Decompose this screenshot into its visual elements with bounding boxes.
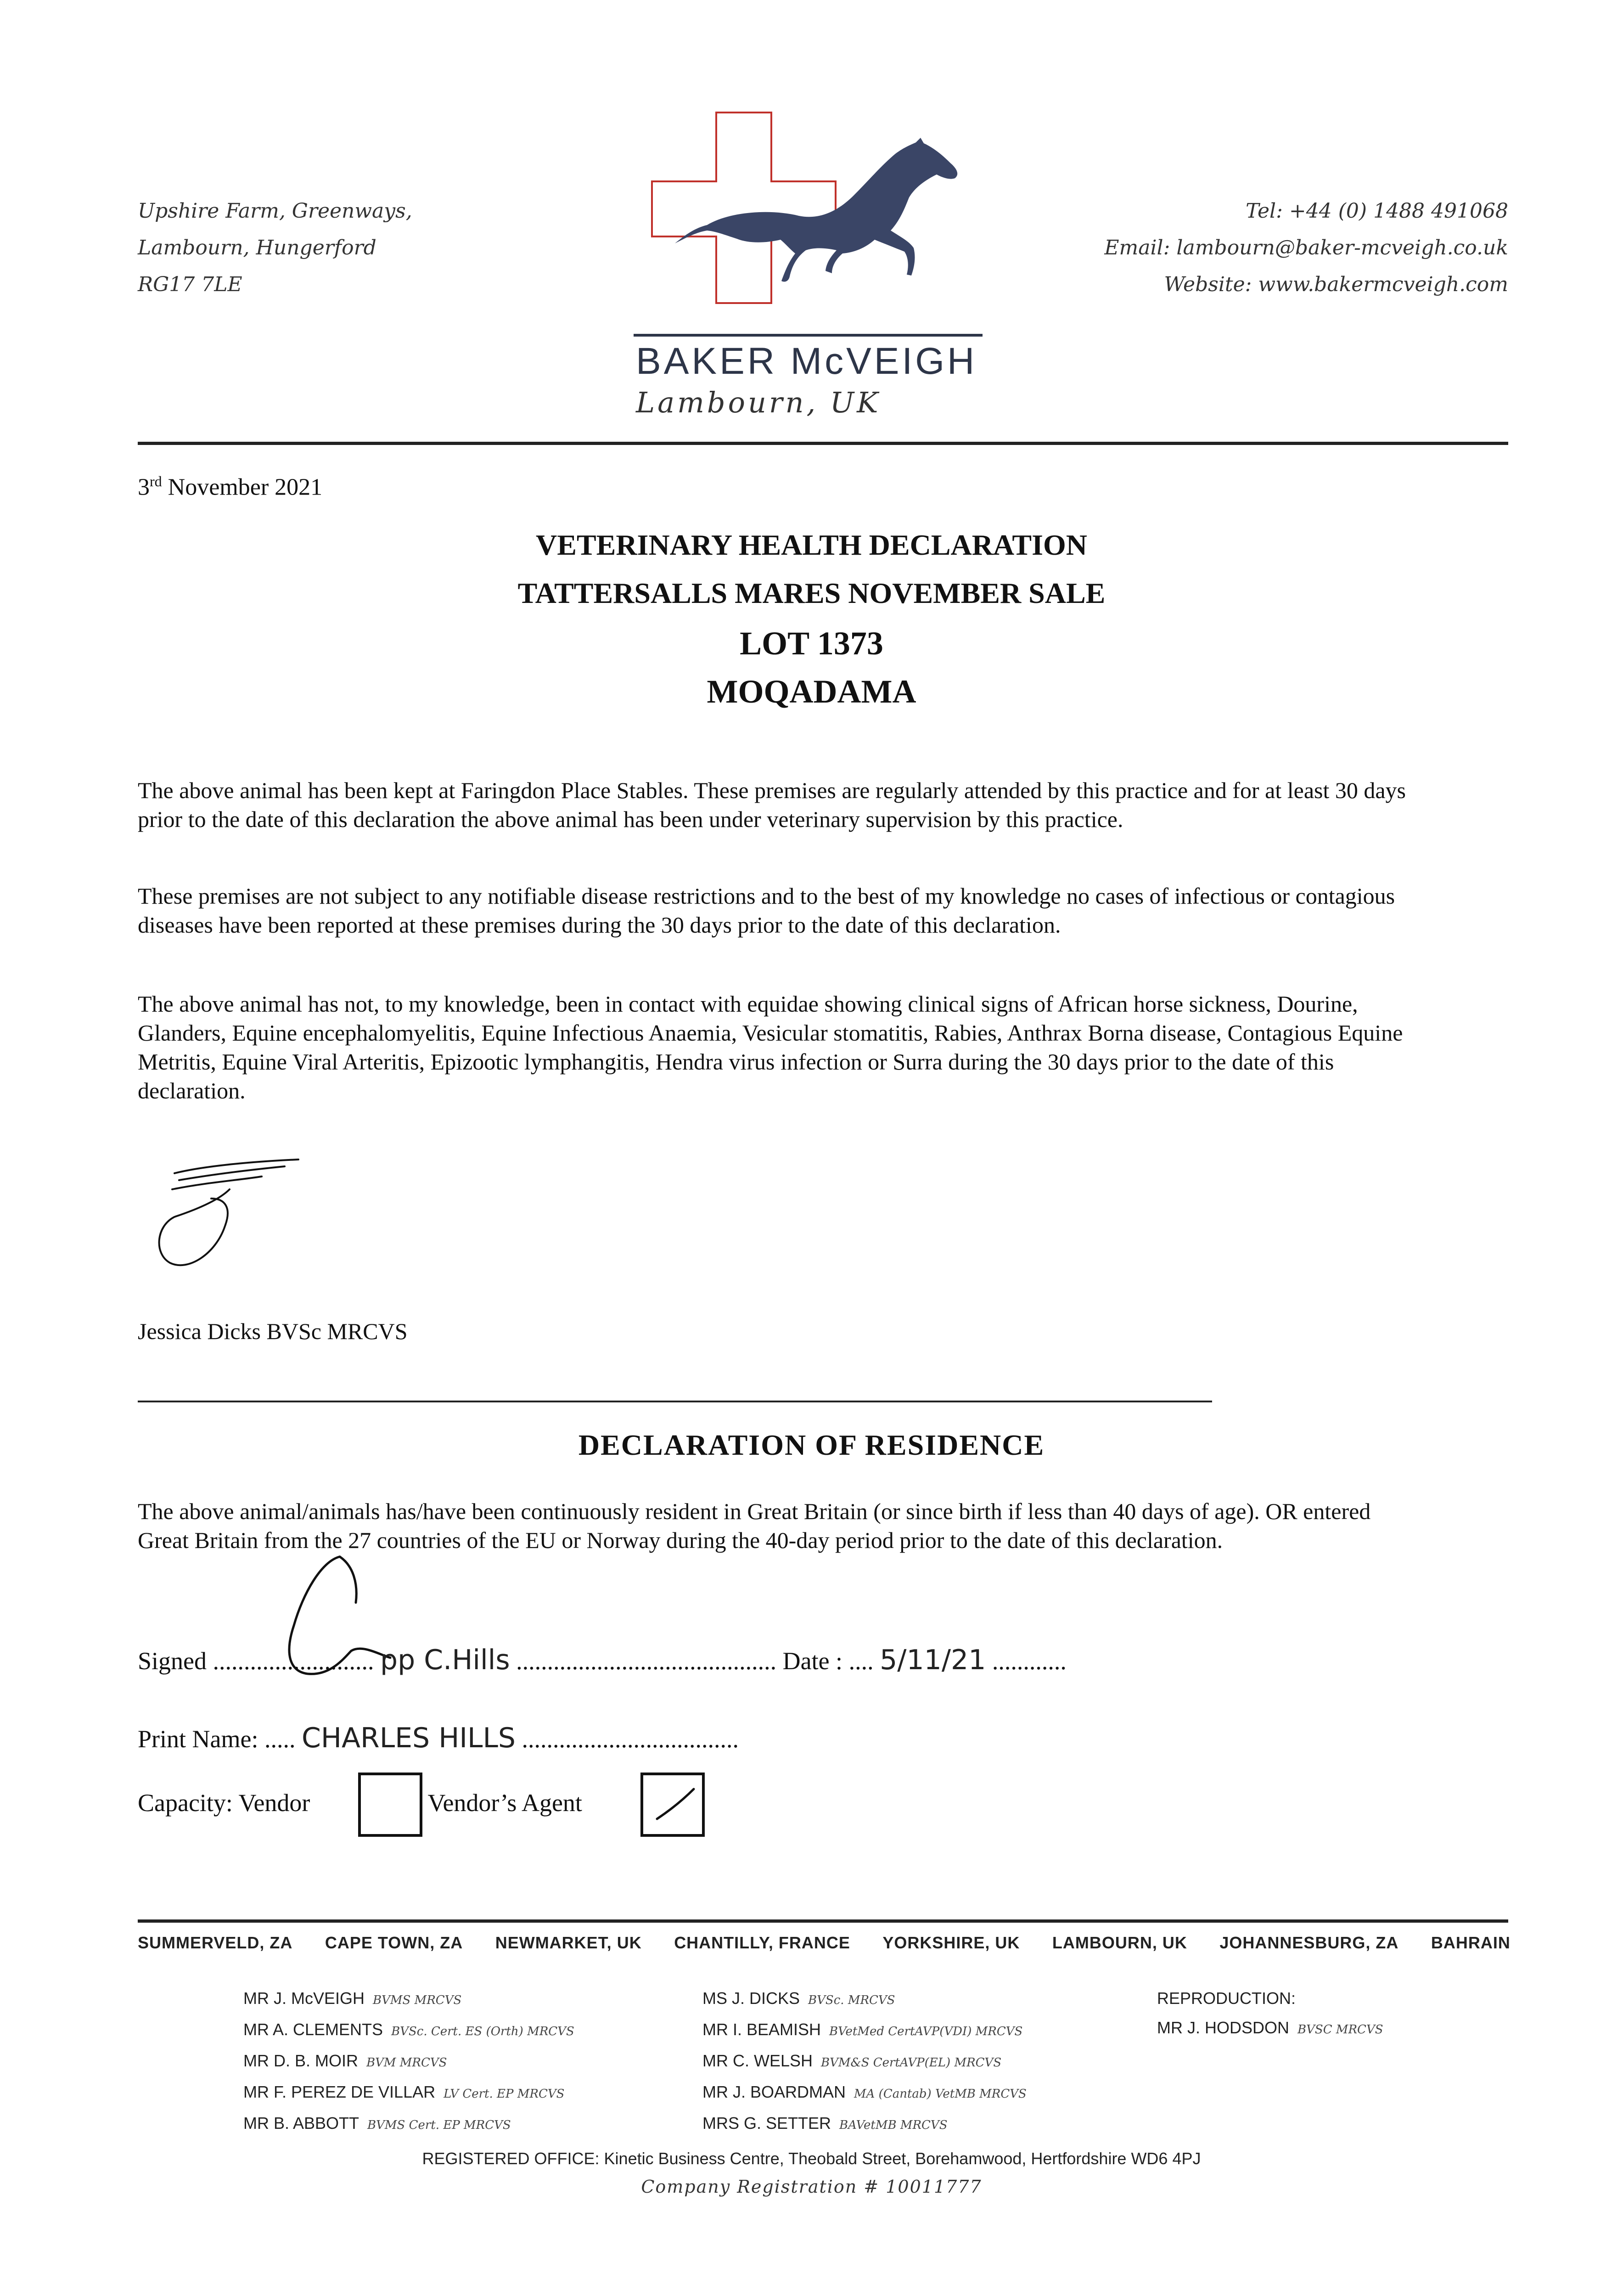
staff-quals: BVM MRCVS <box>366 2056 447 2070</box>
capacity-vendor-label: Capacity: Vendor <box>138 1789 310 1817</box>
office-location: BAHRAIN <box>1431 1933 1511 1952</box>
staff-entry <box>243 2109 574 2140</box>
staff-name: MR I. BEAMISH <box>702 2020 821 2039</box>
horse-name: MOQADAMA <box>707 673 916 710</box>
office-location: CAPE TOWN, ZA <box>325 1933 463 1952</box>
date-value: 5/11/21 <box>880 1644 986 1676</box>
date-rest: November 2021 <box>168 474 323 501</box>
staff-name: MRS G. SETTER <box>702 2114 831 2133</box>
office-location: CHANTILLY, FRANCE <box>674 1933 850 1952</box>
date-suffix: rd <box>150 473 162 490</box>
vendors-agent-label: Vendor’s Agent <box>427 1789 582 1817</box>
header-divider <box>138 442 1508 445</box>
staff-entry <box>702 2046 1027 2077</box>
section-divider <box>138 1401 1212 1402</box>
residence-paragraph: The above animal/animals has/have been continuously resident in Great Britain (or since birth if less than 40 days of age). OR entered Great Britain from the 27 countries of the EU or Norway during the 40-day period prior to the date of this declaration. <box>138 1498 1371 1553</box>
staff-name: MR F. PEREZ DE VILLAR <box>243 2082 436 2101</box>
staff-name: MR J. HODSDON <box>1157 2018 1289 2037</box>
office-location: JOHANNESBURG, ZA <box>1219 1933 1399 1952</box>
staff-quals: BVSC MRCVS <box>1297 2023 1383 2037</box>
staff-name: MR C. WELSH <box>702 2051 813 2070</box>
address-line: RG17 7LE <box>138 273 242 296</box>
staff-quals: BVSc. Cert. ES (Orth) MRCVS <box>391 2025 574 2038</box>
staff-entry <box>702 2077 1027 2109</box>
signed-row: Signed .......................... pp C.Hills .......................................... Date : .... 5/11/21 ............ <box>138 1644 1067 1676</box>
staff-entry <box>243 2046 574 2077</box>
vendors-agent-checkbox[interactable] <box>640 1773 705 1837</box>
address-line: Upshire Farm, Greenways, <box>138 199 412 223</box>
footer-divider <box>138 1919 1508 1923</box>
signed-label: Signed <box>138 1647 207 1675</box>
print-name-value: CHARLES HILLS <box>301 1722 516 1754</box>
staff-entry <box>702 2015 1027 2046</box>
staff-entry <box>243 2077 574 2109</box>
print-name-label: Print Name: <box>138 1725 258 1753</box>
office-location: NEWMARKET, UK <box>495 1933 642 1952</box>
reproduction-heading: REPRODUCTION: <box>1157 1989 1296 2008</box>
registered-office: REGISTERED OFFICE: Kinetic Business Centre, Theobald Street, Borehamwood, Hertfordshire WD6 4PJ <box>422 2149 1201 2168</box>
lot-number: LOT 1373 <box>740 625 883 662</box>
email-line: Email: lambourn@baker-mcveigh.co.uk <box>1104 236 1508 259</box>
vendor-checkbox[interactable] <box>358 1773 422 1837</box>
staff-entry <box>702 1984 1027 2015</box>
company-registration: Company Registration # 10011777 <box>641 2177 982 2197</box>
cross-and-horse-logo <box>634 110 983 340</box>
check-mark-icon <box>643 1775 702 1834</box>
staff-name: MR B. ABBOTT <box>243 2114 359 2133</box>
date-label: Date : <box>782 1647 843 1675</box>
premises-paragraph: The above animal has been kept at Faringdon Place Stables. These premises are regularly attended by this practice and for at least 30 days prior to the date of this declaration the above animal has been under veterinary supervision by this practice. <box>138 777 1406 832</box>
staff-quals: BVMS Cert. EP MRCVS <box>367 2118 511 2132</box>
website-line: Website: www.bakermcveigh.com <box>1164 273 1508 296</box>
staff-entry <box>243 2015 574 2046</box>
print-name-row: Print Name: ..... CHARLES HILLS ................................... <box>138 1722 739 1754</box>
staff-entry <box>1157 2013 1383 2044</box>
staff-quals: BAVetMB MRCVS <box>839 2118 948 2132</box>
staff-column <box>702 1984 1027 2140</box>
company-contact <box>1104 193 1508 303</box>
staff-quals: BVSc. MRCVS <box>808 1993 895 2007</box>
staff-quals: MA (Cantab) VetMB MRCVS <box>854 2087 1027 2101</box>
office-location: SUMMERVELD, ZA <box>138 1933 293 1952</box>
brand-location: Lambourn, UK <box>636 386 881 419</box>
sale-title: TATTERSALLS MARES NOVEMBER SALE <box>517 577 1106 609</box>
staff-entry <box>243 1984 574 2015</box>
staff-column <box>1157 1984 1383 2044</box>
restrictions-paragraph: These premises are not subject to any notifiable disease restrictions and to the best of my knowledge no cases of infectious or contagious diseases have been reported at these premises during the 30 days prior to the date of this declaration. <box>138 883 1395 938</box>
phone-line: Tel: +44 (0) 1488 491068 <box>1246 199 1508 223</box>
office-location: LAMBOURN, UK <box>1052 1933 1187 1952</box>
address-line: Lambourn, Hungerford <box>138 236 376 259</box>
declaration-title: VETERINARY HEALTH DECLARATION <box>536 529 1087 561</box>
office-location: YORKSHIRE, UK <box>882 1933 1020 1952</box>
signed-value: pp C.Hills <box>380 1644 510 1676</box>
staff-entry <box>702 2109 1027 2140</box>
staff-column <box>243 1984 574 2140</box>
staff-name: MR D. B. MOIR <box>243 2051 358 2070</box>
document-date <box>138 473 322 501</box>
disease-contact-paragraph: The above animal has not, to my knowledge, been in contact with equidae showing clinical signs of African horse sickness, Dourine, Glanders, Equine encephalomyelitis, Equine Infectious Anaemia, Vesicular stomatitis, Rabies, Anthrax Borna disease, Contagious Equine Metritis, Equine Viral Arteritis, Epizootic lymphangitis, Hendra virus infection or Surra during the 30 days prior to the date of this declaration. <box>138 991 1403 1103</box>
residence-title: DECLARATION OF RESIDENCE <box>578 1429 1045 1461</box>
staff-name: MR A. CLEMENTS <box>243 2020 383 2039</box>
brand-name: BAKER McVEIGH <box>636 340 977 382</box>
staff-name: MR J. McVEIGH <box>243 1989 365 2008</box>
staff-quals: BVetMed CertAVP(VDI) MRCVS <box>829 2025 1023 2038</box>
staff-name: MS J. DICKS <box>702 1989 800 2008</box>
vet-signatory-name: Jessica Dicks BVSc MRCVS <box>138 1318 408 1344</box>
staff-quals: BVMS MRCVS <box>373 1993 462 2007</box>
date-day: 3 <box>138 474 150 501</box>
staff-name: MR J. BOARDMAN <box>702 2082 846 2101</box>
office-locations <box>138 1933 1511 1953</box>
company-address <box>138 193 412 303</box>
staff-quals: BVM&S CertAVP(EL) MRCVS <box>821 2056 1002 2070</box>
vet-signature <box>147 1148 312 1277</box>
staff-quals: LV Cert. EP MRCVS <box>444 2087 565 2101</box>
